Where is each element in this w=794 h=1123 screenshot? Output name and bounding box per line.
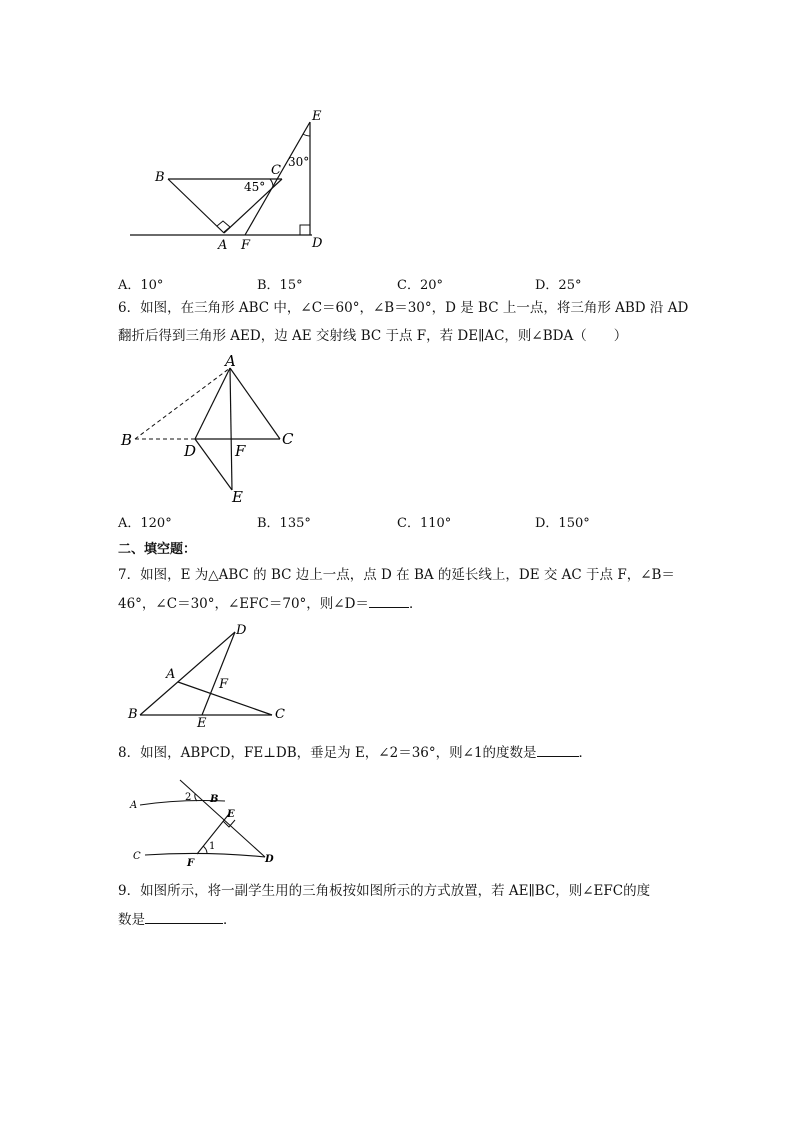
q7-text-line1: 7．如图，E 为△ABC 的 BC 边上一点，点 D 在 BA 的延长线上，DE 交 AC 于点 F，∠B＝ — [118, 567, 675, 583]
q5-label-C: C — [271, 163, 281, 178]
q5-label-B: B — [155, 170, 165, 185]
q6-line-AC — [230, 368, 280, 439]
q7-text-line2 — [118, 593, 422, 614]
q5-label-E: E — [312, 109, 322, 124]
q8-line-CD — [145, 853, 265, 857]
q6-text-line2: 翻折后得到三角形 AED，边 AE 交射线 BC 于点 F，若 DE∥AC，则∠BDA（ ） — [118, 328, 628, 344]
q6-line-DE — [195, 439, 232, 490]
q5-label-F: F — [241, 238, 251, 253]
q6-option-d: D．150° — [535, 516, 590, 531]
q6-line-BA — [135, 368, 230, 439]
q8-label-D: D — [265, 854, 274, 865]
q5-option-a: A．10° — [118, 278, 164, 293]
q6-label-D: D — [184, 442, 197, 460]
section-title-fill-in: 二、填空题： — [118, 542, 197, 557]
q8-text-line1 — [118, 742, 592, 763]
q6-option-b: B．135° — [257, 516, 311, 531]
q8-text-line1-body: 8．如图，ABPCD，FE⊥DB，垂足为 E，∠2＝36°，则∠1的度数是 — [118, 745, 537, 761]
q5-right-angle-A — [217, 221, 230, 232]
q8-text-line1-end: ． — [578, 745, 593, 761]
q9-text-line2-end: ． — [223, 912, 237, 928]
q5-right-angle-D — [300, 225, 310, 235]
q6-line-AE — [230, 368, 232, 490]
q5-label-A: A — [218, 238, 228, 253]
q8-label-B: B — [210, 794, 219, 805]
q8-label-E: E — [227, 809, 235, 820]
q5-angle-30: 30° — [288, 155, 310, 169]
q6-text-line1: 6．如图，在三角形 ABC 中，∠C＝60°，∠B＝30°，D 是 BC 上一点，将三角形 ABD 沿 AD — [118, 300, 689, 316]
q7-line-DE — [202, 632, 235, 715]
q5-option-b: B．15° — [257, 278, 303, 293]
q9-answer-blank[interactable] — [145, 909, 223, 924]
q5-angle-arc-C — [270, 179, 273, 187]
q7-label-E: E — [197, 716, 207, 730]
q8-label-n2: 2 — [185, 792, 192, 803]
q9-text-line2-body: 数是 — [118, 912, 145, 928]
q8-angle-arc-1 — [203, 846, 207, 853]
q6-label-C: C — [282, 430, 294, 448]
q8-label-C: C — [133, 851, 141, 862]
q5-angle-arc-E — [303, 134, 310, 136]
q9-text-line2 — [118, 909, 237, 930]
q7-label-B: B — [128, 707, 138, 722]
q5-option-c: C．20° — [397, 278, 443, 293]
q6-label-A: A — [225, 352, 236, 370]
q7-label-C: C — [275, 707, 285, 722]
q6-line-AD — [195, 368, 230, 439]
q8-label-F: F — [187, 858, 195, 869]
q7-figure — [120, 620, 300, 730]
q5-angle-45: 45° — [244, 180, 266, 194]
q9-text-line1: 9．如图所示，将一副学生用的三角板按如图所示的方式放置，若 AE∥BC，则∠EFC的度 — [118, 883, 651, 899]
q7-text-line2-end: ． — [408, 596, 423, 612]
q6-option-a: A．120° — [118, 516, 172, 531]
q6-figure — [115, 350, 315, 510]
q5-label-D: D — [312, 236, 323, 251]
q6-label-F: F — [235, 442, 246, 460]
q7-answer-blank[interactable] — [369, 593, 409, 608]
q6-option-c: C．110° — [397, 516, 452, 531]
q7-label-A: A — [166, 667, 176, 682]
q7-label-D: D — [236, 623, 247, 638]
q7-label-F: F — [219, 677, 229, 692]
q5-figure — [120, 100, 340, 260]
q7-text-line2-body: 46°，∠C＝30°，∠EFC＝70°，则∠D＝ — [118, 596, 369, 612]
q5-line-BA — [168, 179, 224, 233]
q6-label-E: E — [232, 488, 243, 506]
q7-line-BD — [140, 632, 235, 715]
q6-label-B: B — [121, 431, 133, 449]
q8-figure — [125, 775, 285, 870]
q8-line-BD — [180, 780, 265, 857]
q8-answer-blank[interactable] — [537, 742, 579, 757]
q8-label-n1: 1 — [209, 841, 216, 852]
q5-option-d: D．25° — [535, 278, 582, 293]
q8-label-A: A — [130, 800, 138, 811]
